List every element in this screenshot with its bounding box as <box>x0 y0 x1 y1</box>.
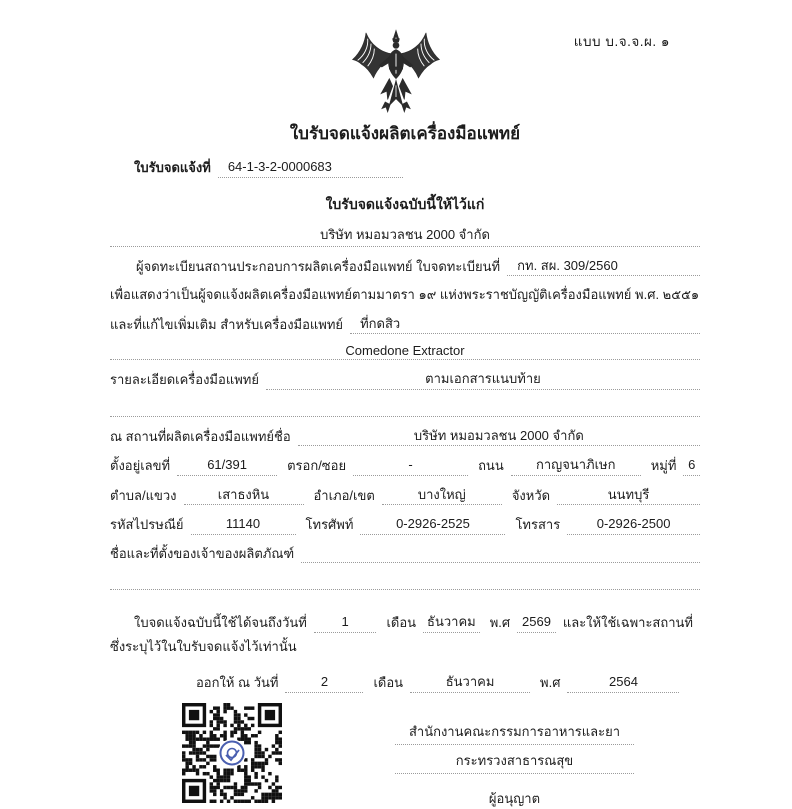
province-label: จังหวัด <box>511 487 551 503</box>
company-name: บริษัท หมอมวลชน 2000 จำกัด <box>110 224 700 247</box>
site-label: ณ สถานที่ผลิตเครื่องมือแพทย์ชื่อ <box>110 428 291 444</box>
subdistrict-value: เสาธงหิน <box>184 485 304 506</box>
qr-code <box>182 703 282 805</box>
registrant-row <box>136 256 700 277</box>
postcode-label: รหัสไปรษณีย์ <box>110 517 184 532</box>
soi-value: - <box>353 455 468 476</box>
address-row-1 <box>110 455 700 476</box>
road-value: กาญจนาภิเษก <box>511 455 641 476</box>
validity-month-label: เดือน <box>386 615 417 630</box>
details-continuation-line <box>110 399 700 417</box>
manufacturing-site-row <box>110 426 700 447</box>
province-value: นนทบุรี <box>557 485 700 506</box>
issued-to-heading: ใบรับจดแจ้งฉบับนี้ให้ไว้แก่ <box>325 195 485 212</box>
product-owner-label: ชื่อและที่ตั้งของเจ้าของผลิตภัณฑ์ <box>110 545 295 561</box>
issue-day: 2 <box>285 672 363 693</box>
validity-day: 1 <box>314 612 377 633</box>
product-owner-continuation-line <box>110 572 700 590</box>
signer-title: ผู้อนุญาต <box>488 790 541 806</box>
device-name-english: Comedone Extractor <box>110 343 700 360</box>
signature-block <box>395 703 634 809</box>
validity-prefix: ใบจดแจ้งฉบับนี้ใช้ได้จนถึงวันที่ <box>134 615 307 630</box>
soi-label: ตรอก/ซอย <box>287 458 347 473</box>
issuing-agency-line1: สำนักงานคณะกรรมการอาหารและยา <box>395 721 634 745</box>
site-name-value: บริษัท หมอมวลชน 2000 จำกัด <box>298 426 700 447</box>
validity-suffix-line2: ซึ่งระบุไว้ในใบรับจดแจ้งไว้เท่านั้น <box>110 638 297 654</box>
moo-label: หมู่ที่ <box>650 458 677 473</box>
validity-month: ธันวาคม <box>423 612 480 633</box>
law-reference-line: เพื่อแสดงว่าเป็นผู้จดแจ้งผลิตเครื่องมือแพทย์ตามมาตรา ๑๙ แห่งพระราชบัญญัติเครื่องมือแพทย์ พ.ศ. ๒๕๕๑ <box>110 287 700 302</box>
issuing-agency-line2: กระทรวงสาธารณสุข <box>395 750 634 774</box>
validity-row <box>134 612 700 633</box>
address-row-2 <box>110 485 700 506</box>
validity-suffix: และให้ใช้เฉพาะสถานที่ <box>562 615 693 630</box>
phone-label: โทรศัพท์ <box>305 517 354 532</box>
phone-value: 0-2926-2525 <box>360 514 505 535</box>
district-label: อำเภอ/เขต <box>313 487 375 503</box>
product-owner-row <box>110 544 700 564</box>
moo-value: 6 <box>683 455 700 476</box>
details-label: รายละเอียดเครื่องมือแพทย์ <box>110 372 259 387</box>
amendment-prefix: และที่แก้ไขเพิ่มเติม สำหรับเครื่องมือแพทย์ <box>110 316 344 332</box>
issue-month: ธันวาคม <box>410 672 530 693</box>
fax-value: 0-2926-2500 <box>567 514 700 535</box>
district-value: บางใหญ่ <box>382 485 502 506</box>
registration-number-value: กท. สผ. 309/2560 <box>507 256 700 277</box>
validity-year: 2569 <box>517 612 556 633</box>
subdistrict-label: ตำบล/แขวง <box>110 487 177 503</box>
postcode-value: 11140 <box>191 514 296 535</box>
bottom-section <box>110 703 700 809</box>
page-title: ใบรับจดแจ้งผลิตเครื่องมือแพทย์ <box>289 124 521 143</box>
road-label: ถนน <box>478 458 504 473</box>
receipt-number-row <box>134 157 700 178</box>
issue-date-row <box>196 672 700 693</box>
issue-era-label: พ.ศ <box>540 675 561 690</box>
address-no-label: ตั้งอยู่เลขที่ <box>110 458 171 473</box>
receipt-number-value: 64-1-3-2-0000683 <box>218 157 403 178</box>
issue-prefix: ออกให้ ณ วันที่ <box>196 675 279 690</box>
issue-year: 2564 <box>567 672 679 693</box>
registrant-prefix: ผู้จดทะเบียนสถานประกอบการผลิตเครื่องมือแพทย์ ใบจดทะเบียนที่ <box>136 258 501 274</box>
fax-label: โทรสาร <box>515 517 561 532</box>
receipt-number-label: ใบรับจดแจ้งที่ <box>134 160 211 175</box>
details-value: ตามเอกสารแนบท้าย <box>266 369 700 390</box>
device-name-row <box>110 314 700 335</box>
address-row-3 <box>110 514 700 535</box>
form-code: แบบ บ.จ.จ.ผ. ๑ <box>573 34 670 49</box>
validity-era-label: พ.ศ <box>489 615 511 630</box>
address-no-value: 61/391 <box>177 455 277 476</box>
issue-month-label: เดือน <box>373 675 404 690</box>
product-owner-value <box>301 562 700 563</box>
garuda-emblem-icon <box>346 26 446 118</box>
device-name-thai: ที่กดสิว <box>350 314 700 335</box>
details-row <box>110 369 700 390</box>
